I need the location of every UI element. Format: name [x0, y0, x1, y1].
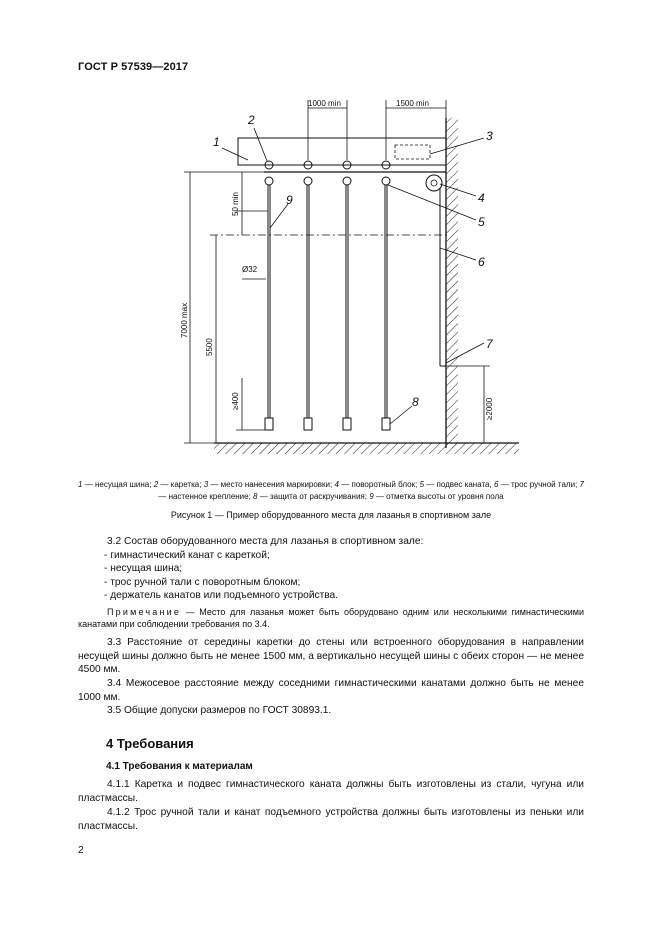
- legend-num-3: 3: [203, 480, 209, 489]
- list-item-2: - несущая шина;: [104, 563, 183, 574]
- figure-climbing-place: [150, 88, 530, 468]
- note-text: — Место для лазанья может быть оборудовано одним или несколькими гимнастическими канатами при соблюдении требования по 3.4.: [78, 607, 584, 629]
- pulley-hub: [431, 180, 437, 186]
- list-item-1: - гимнастический канат с кареткой;: [104, 549, 270, 561]
- legend-text-5: — подвес каната,: [424, 480, 494, 489]
- figure-caption: Рисунок 1 — Пример оборудованного места для лазанья в спортивном зале: [170, 510, 492, 520]
- list-item-4: - держатель канатов или подъемного устройства.: [104, 590, 339, 601]
- legend-text-9: — отметка высоты от уровня пола: [373, 492, 504, 501]
- dim-wall-bottom: ≥2000: [485, 397, 494, 420]
- legend-num-4: 4: [334, 480, 339, 489]
- legend-num-6: 6: [494, 480, 499, 489]
- list-item-3: - трос ручной тали с поворотным блоком;: [104, 576, 301, 588]
- floor-hatch: [214, 443, 519, 454]
- paragraph-3-5: 3.5 Общие допуски размеров по ГОСТ 30893.1.: [107, 705, 332, 716]
- legend-text-1: — несущая шина;: [82, 480, 154, 489]
- callout-7: 7: [486, 337, 493, 351]
- dim-height-max: 7000 max: [180, 302, 189, 338]
- subsection-heading-4-1: 4.1 Требования к материалам: [106, 761, 253, 772]
- legend-num-8: 8: [253, 492, 258, 501]
- figure-legend: [78, 479, 584, 503]
- legend-num-2: 2: [153, 480, 159, 489]
- rope-3: [343, 161, 351, 430]
- callout-2: 2: [248, 113, 255, 127]
- dim-height: 5500: [205, 338, 214, 356]
- legend-text-4: — поворотный блок;: [338, 480, 420, 489]
- legend-text-7: — настенное крепление;: [158, 492, 254, 501]
- paragraph-3-4: 3.4 Межосевое расстояние между соседними гимнастическими канатами должно быть не менее 1000 мм.: [78, 678, 584, 703]
- callout-8: 8: [412, 395, 419, 409]
- dim-diameter: Ø32: [242, 265, 258, 274]
- note: [78, 606, 584, 630]
- legend-num-7: 7: [579, 480, 584, 489]
- paragraph-4-1-2: 4.1.2 Трос ручной тали и канат подъемного устройства должны быть изготовлены из пеньки или пластмассы.: [78, 807, 584, 832]
- callout-3: 3: [486, 129, 493, 143]
- document-code: ГОСТ Р 57539—2017: [78, 61, 189, 73]
- dim-bottom: ≥400: [231, 392, 240, 410]
- section-heading-4: 4 Требования: [106, 736, 194, 751]
- callout-1: 1: [213, 135, 220, 149]
- legend-text-6: — трос ручной тали;: [498, 480, 580, 489]
- marking-area: [395, 145, 430, 159]
- rope-2: [304, 161, 312, 430]
- callout-9: 9: [286, 193, 293, 207]
- callout-6: 6: [478, 255, 485, 269]
- legend-num-9: 9: [369, 492, 374, 501]
- dim-top: [308, 100, 446, 160]
- dim-wall-distance: 1500 min: [396, 99, 429, 108]
- dim-spacing: 1000 min: [308, 99, 341, 108]
- dim-gap: 50 min: [231, 191, 240, 216]
- legend-text-8: — защита от раскручивания;: [257, 492, 370, 501]
- dim-left: [184, 172, 450, 443]
- callout-4: 4: [478, 191, 485, 205]
- paragraph-4-1-1: 4.1.1 Каретка и подвес гимнастического каната должны быть изготовлены из стали, чугуна или пластмассы.: [78, 779, 584, 804]
- note-label: Примечание: [107, 607, 182, 617]
- rope-1: [265, 161, 273, 430]
- page-number: 2: [78, 845, 84, 856]
- paragraph-3-2: 3.2 Состав оборудованного места для лазанья в спортивном зале:: [107, 536, 424, 547]
- legend-num-5: 5: [419, 480, 425, 489]
- wall-hatch: [446, 118, 458, 448]
- paragraph-3-3: 3.3 Расстояние от середины каретки до стены или встроенного оборудования в направлении несущей шины должно быть не менее 1500 мм, а вертикально несущей шины с обеих сторон — не менее 4500 мм.: [78, 637, 584, 675]
- legend-num-1: 1: [78, 480, 83, 489]
- rope-4: [382, 161, 390, 430]
- legend-text-2: — каретка;: [158, 480, 204, 489]
- legend-text-3: — место нанесения маркировки;: [208, 480, 335, 489]
- callout-5: 5: [478, 215, 485, 229]
